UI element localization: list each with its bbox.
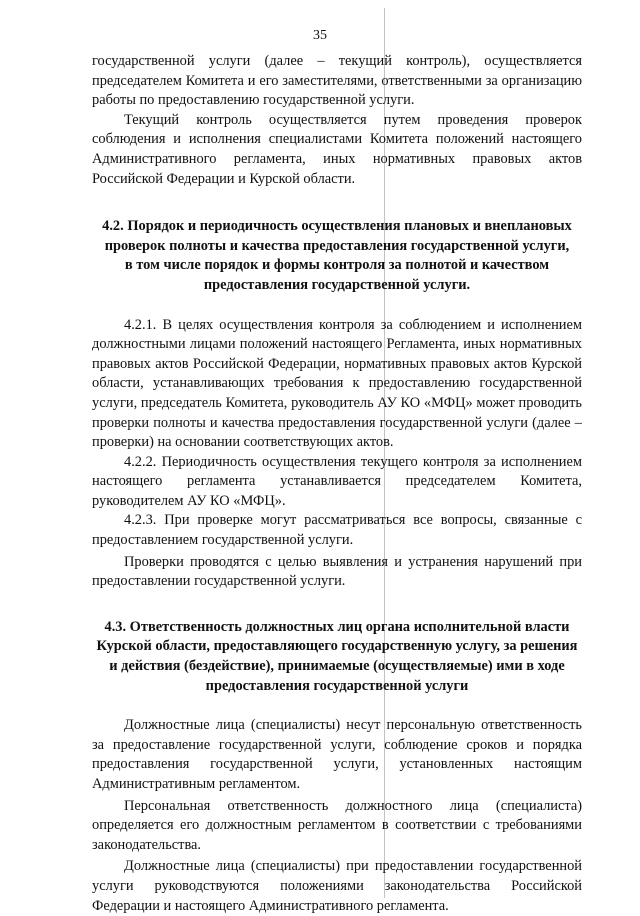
paragraph-4-2-2: 4.2.2. Периодичность осуществления текущего контроля за исполнением настоящего регламента устанавливается председателем Комитета, руководителем АУ КО «МФЦ». bbox=[92, 453, 582, 509]
paragraph-guided-by-legislation: Должностные лица (специалисты) при предоставлении государственной услуги руководствуются положениями законодательства Российской Федерации и настоящего Административного регламента. bbox=[92, 858, 582, 914]
paragraph-personal-responsibility: Персональная ответственность должностного лица (специалиста) определяется его должностным регламентом в соответствии с требованиями законодательства. bbox=[92, 797, 582, 853]
paragraph-current-control: Текущий контроль осуществляется путем проведения проверок соблюдения и исполнения специалистами Комитета положений настоящего Административного регламента, иных нормативных правовых актов Российской Федерации и Курской области. bbox=[92, 111, 582, 187]
section-heading-4-2: 4.2. Порядок и периодичность осуществления плановых и внеплановых проверок полноты и качества предоставления государственной услуги, в том числе порядок и формы контроля за полнотой и качеством предоставления государственной услуги. bbox=[102, 218, 572, 293]
section-heading-4-3: 4.3. Ответственность должностных лиц органа исполнительной власти Курской области, предоставляющего государственную услугу, за решения и действия (бездействие), принимаемые (осуществляемые) ими в ходе предоставления государственной услуги bbox=[96, 618, 578, 694]
paragraph-4-2-3: 4.2.3. При проверке могут рассматриваться все вопросы, связанные с предоставлением государственной услуги. bbox=[92, 512, 582, 549]
paragraph-4-2-1: 4.2.1. В целях осуществления контроля за соблюдением и исполнением должностными лицами положений настоящего Регламента, иных нормативных правовых актов Российской Федерации, нормативных правовых актов Курской области, устанавливающих требования к предоставлению государственной услуги, председатель Комитета, руководитель АУ КО «МФЦ» может проводить проверки полноты и качества предоставления государственной услуги (далее – проверки) на основании соответствующих актов. bbox=[92, 316, 582, 451]
document-body bbox=[92, 52, 582, 916]
paragraph-current-control-continuation: государственной услуги (далее – текущий контроль), осуществляется председателем Комитета и его заместителями, ответственными за организацию работы по предоставлению государственной услуги. bbox=[92, 53, 582, 109]
paragraph-inspections-purpose: Проверки проводятся с целью выявления и устранения нарушений при предоставлении государственной услуги. bbox=[92, 553, 582, 590]
paragraph-officials-responsibility: Должностные лица (специалисты) несут персональную ответственность за предоставление государственной услуги, соблюдение сроков и порядка предоставления государственной услуги, установленных настоящим Административным регламентом. bbox=[92, 717, 582, 792]
page-number: 35 bbox=[313, 28, 327, 43]
